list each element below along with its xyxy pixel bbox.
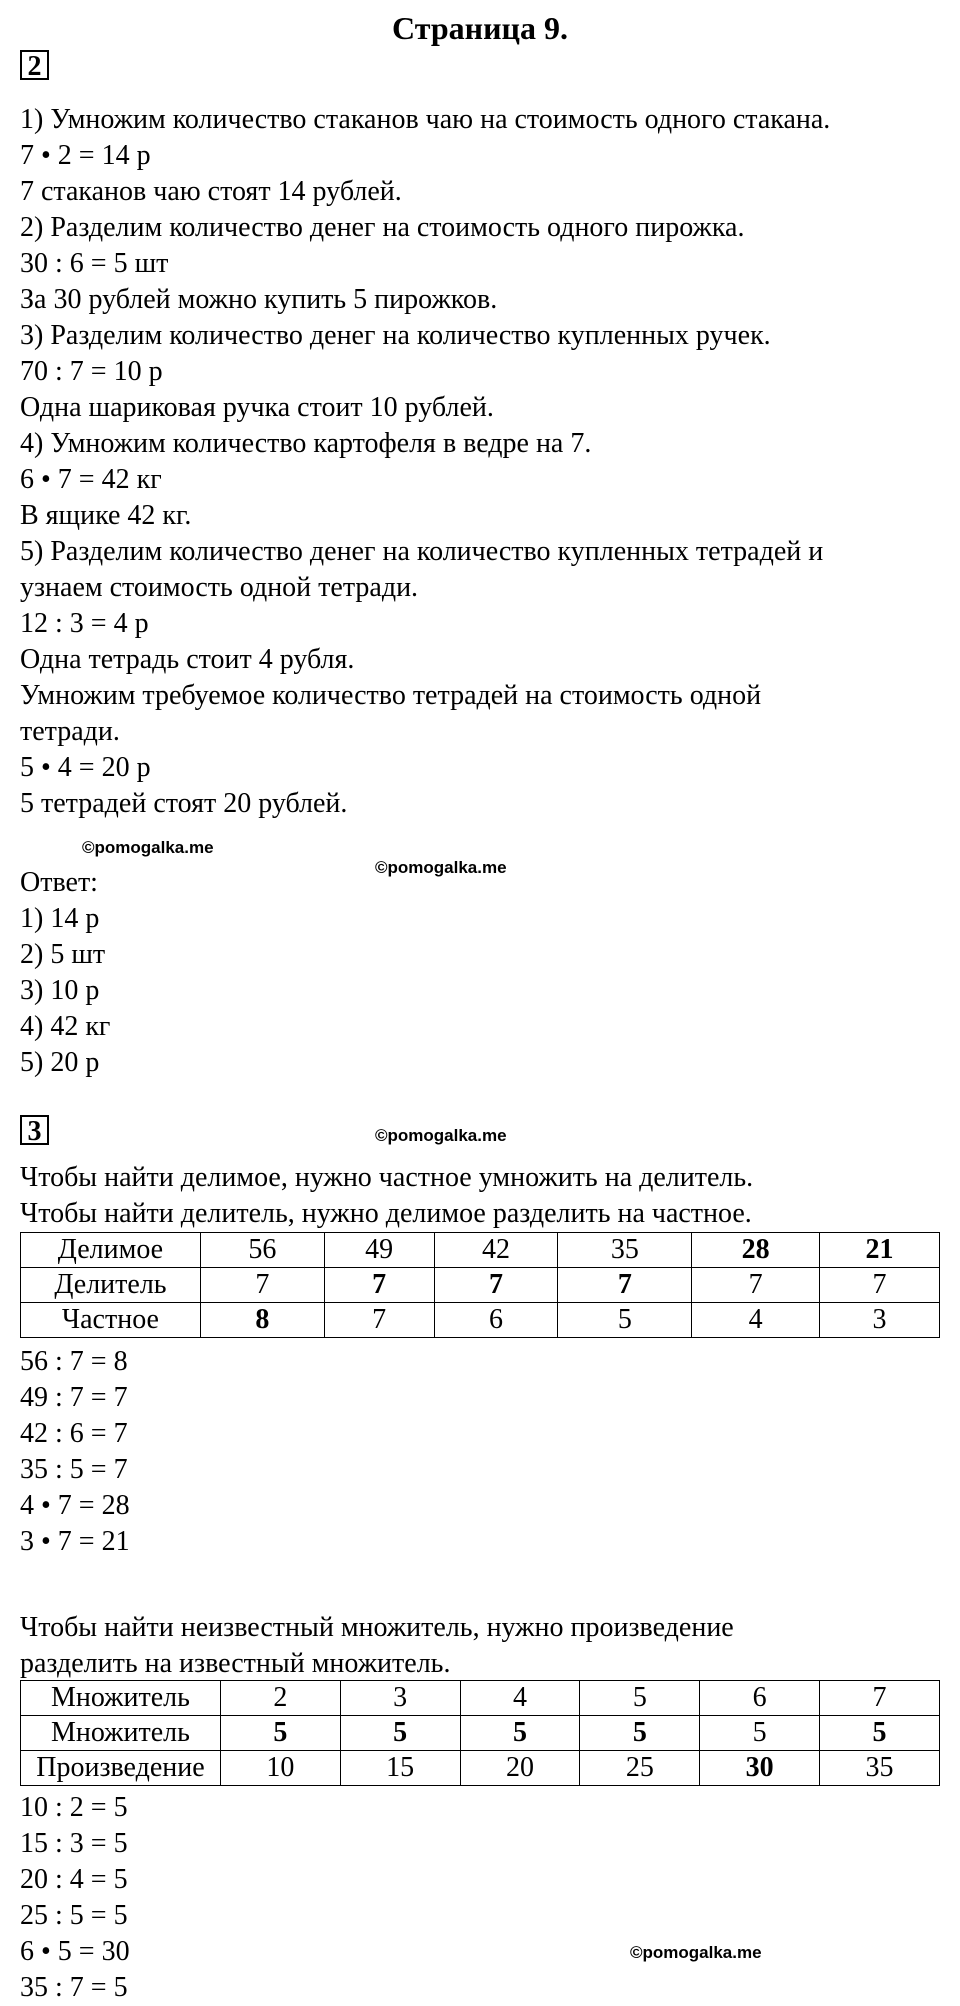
- solution-line: За 30 рублей можно купить 5 пирожков.: [20, 284, 498, 315]
- task-2-answer: [20, 865, 110, 1081]
- table-cell: 5: [558, 1303, 692, 1338]
- table-cell: 5: [580, 1716, 700, 1751]
- solution-line: 5 тетрадей стоят 20 рублей.: [20, 788, 348, 819]
- answer-line: 1) 14 р: [20, 903, 100, 934]
- watermark: ©pomogalka.me: [630, 1943, 762, 1962]
- division-table: [20, 1232, 940, 1338]
- table-cell: 4: [692, 1303, 820, 1338]
- table-row: [21, 1233, 940, 1268]
- table-cell: 10: [220, 1751, 340, 1786]
- solution-line: Одна тетрадь стоит 4 рубля.: [20, 644, 355, 675]
- table-cell: 7: [200, 1268, 324, 1303]
- table-row: [21, 1751, 940, 1786]
- solution-line: 2) Разделим количество денег на стоимость одного пирожка.: [20, 212, 745, 243]
- watermark: ©pomogalka.me: [82, 838, 214, 857]
- task-3-rule-2: [20, 1610, 734, 1682]
- equation-line: 56 : 7 = 8: [20, 1346, 128, 1377]
- answer-heading: Ответ:: [20, 867, 98, 898]
- table-cell: 56: [200, 1233, 324, 1268]
- table-cell: 21: [820, 1233, 940, 1268]
- division-equations: [20, 1344, 130, 1560]
- equation-line: 35 : 7 = 5: [20, 1972, 128, 2003]
- table-cell: 5: [220, 1716, 340, 1751]
- rule-line: Чтобы найти делимое, нужно частное умножить на делитель.: [20, 1162, 754, 1193]
- equation-line: 25 : 5 = 5: [20, 1900, 128, 1931]
- rule-line: разделить на известный множитель.: [20, 1648, 451, 1679]
- solution-line: 5) Разделим количество денег на количество купленных тетрадей и: [20, 536, 824, 567]
- equation-line: 4 • 7 = 28: [20, 1490, 130, 1521]
- answer-line: 2) 5 шт: [20, 939, 106, 970]
- equation-line: 3 • 7 = 21: [20, 1526, 130, 1557]
- multiplication-table: [20, 1680, 940, 1786]
- table-row: [21, 1716, 940, 1751]
- table-cell: 7: [434, 1268, 558, 1303]
- table-row: [21, 1303, 940, 1338]
- table-cell: 7: [558, 1268, 692, 1303]
- row-header: Множитель: [21, 1716, 221, 1751]
- multiplication-equations: [20, 1790, 130, 2006]
- task-2-solution: [20, 102, 830, 822]
- table-cell: 20: [460, 1751, 580, 1786]
- solution-line: В ящике 42 кг.: [20, 500, 192, 531]
- solution-line: 3) Разделим количество денег на количество купленных ручек.: [20, 320, 771, 351]
- solution-line: тетради.: [20, 716, 120, 747]
- table-cell: 2: [220, 1681, 340, 1716]
- table-cell: 7: [324, 1303, 434, 1338]
- task-2-number: 2: [20, 50, 49, 80]
- solution-line: 6 • 7 = 42 кг: [20, 464, 162, 495]
- table-cell: 7: [692, 1268, 820, 1303]
- answer-line: 3) 10 р: [20, 975, 100, 1006]
- watermark: ©pomogalka.me: [375, 858, 507, 877]
- answer-line: 4) 42 кг: [20, 1011, 111, 1042]
- table-cell: 5: [460, 1716, 580, 1751]
- table-cell: 28: [692, 1233, 820, 1268]
- equation-line: 42 : 6 = 7: [20, 1418, 128, 1449]
- equation-line: 15 : 3 = 5: [20, 1828, 128, 1859]
- solution-line: 7 • 2 = 14 р: [20, 140, 151, 171]
- task-3-number: 3: [20, 1115, 49, 1145]
- row-header: Делитель: [21, 1268, 201, 1303]
- watermark: ©pomogalka.me: [375, 1126, 507, 1145]
- solution-line: 4) Умножим количество картофеля в ведре на 7.: [20, 428, 592, 459]
- table-cell: 3: [820, 1303, 940, 1338]
- rule-line: Чтобы найти делитель, нужно делимое разделить на частное.: [20, 1198, 752, 1229]
- table-row: [21, 1268, 940, 1303]
- solution-line: Умножим требуемое количество тетрадей на стоимость одной: [20, 680, 762, 711]
- table-cell: 49: [324, 1233, 434, 1268]
- solution-line: 7 стаканов чаю стоят 14 рублей.: [20, 176, 402, 207]
- table-row: [21, 1681, 940, 1716]
- solution-line: 5 • 4 = 20 р: [20, 752, 151, 783]
- solution-line: узнаем стоимость одной тетради.: [20, 572, 419, 603]
- row-header: Делимое: [21, 1233, 201, 1268]
- table-cell: 35: [558, 1233, 692, 1268]
- table-cell: 42: [434, 1233, 558, 1268]
- solution-line: 70 : 7 = 10 р: [20, 356, 163, 387]
- equation-line: 35 : 5 = 7: [20, 1454, 128, 1485]
- row-header: Частное: [21, 1303, 201, 1338]
- table-cell: 6: [434, 1303, 558, 1338]
- answer-line: 5) 20 р: [20, 1047, 100, 1078]
- table-cell: 8: [200, 1303, 324, 1338]
- solution-line: 30 : 6 = 5 шт: [20, 248, 169, 279]
- table-cell: 5: [700, 1716, 820, 1751]
- page-title: Страница 9.: [392, 10, 568, 46]
- solution-line: 1) Умножим количество стаканов чаю на стоимость одного стакана.: [20, 104, 831, 135]
- solution-line: 12 : 3 = 4 р: [20, 608, 149, 639]
- solution-line: Одна шариковая ручка стоит 10 рублей.: [20, 392, 494, 423]
- table-cell: 5: [340, 1716, 460, 1751]
- table-cell: 6: [700, 1681, 820, 1716]
- task-3-rules: [20, 1160, 753, 1232]
- equation-line: 20 : 4 = 5: [20, 1864, 128, 1895]
- equation-line: 49 : 7 = 7: [20, 1382, 128, 1413]
- table-cell: 4: [460, 1681, 580, 1716]
- rule-line: Чтобы найти неизвестный множитель, нужно произведение: [20, 1612, 734, 1643]
- table-cell: 7: [820, 1681, 940, 1716]
- table-cell: 5: [580, 1681, 700, 1716]
- equation-line: 10 : 2 = 5: [20, 1792, 128, 1823]
- table-cell: 7: [820, 1268, 940, 1303]
- equation-line: 6 • 5 = 30: [20, 1936, 130, 1967]
- row-header: Множитель: [21, 1681, 221, 1716]
- table-cell: 5: [820, 1716, 940, 1751]
- table-cell: 25: [580, 1751, 700, 1786]
- table-cell: 7: [324, 1268, 434, 1303]
- row-header: Произведение: [21, 1751, 221, 1786]
- table-cell: 30: [700, 1751, 820, 1786]
- table-cell: 35: [820, 1751, 940, 1786]
- table-cell: 3: [340, 1681, 460, 1716]
- table-cell: 15: [340, 1751, 460, 1786]
